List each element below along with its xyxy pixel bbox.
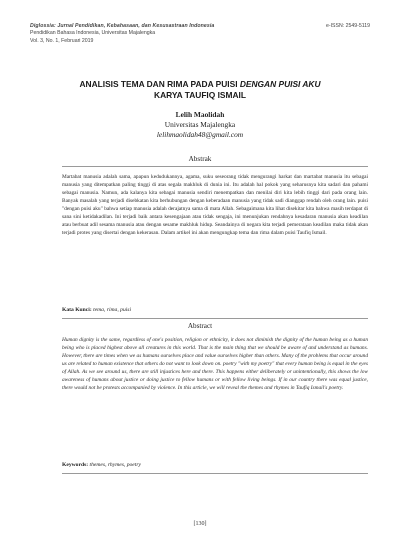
title-italic: DENGAN PUISI AKU [239,79,321,89]
keywords-label: Keywords [62,462,87,468]
article-title [50,79,350,101]
issn: e-ISSN: 2549-5119 [325,23,370,29]
keywords: Keywords: themes, rhymes, poetry [62,462,142,468]
abstract-text: Human dignity is the same, regardless of one's position, religion or ethnicity, it does not diminish the dignity of the human being as a human being who is placed highest above all creatures in this world. That is the main thing that we should be aware of and understand as humans. However, there are times when we as humans ourselves place and value ourselves higher than others. Many of the problems that occur around us are related to human existence that others do not want to look down on. poetry "with my poetry" that every human being is equal in the eyes of Allah. As we see around us, there are still injustices here and there. This happens either deliberately or unintentionally, this shows the low awareness of humans about justice or doing justice to fellow humans or with fellow living beings. If in our country there was equal justice, there would not be protests accompanied by violence. In this article, we will reveal the themes and rhymes in Taufiq Ismail's poetry. [62,337,368,392]
abstract-heading: Abstract [187,322,213,330]
running-header [30,23,370,45]
kata-kunci: Kata Kunci: tema, rima, puisi [62,307,132,313]
author-block [0,110,400,140]
title-line2: KARYA TAUFIQ ISMAIL [154,90,246,100]
abstrak-heading: Abstrak [188,155,212,163]
divider [62,318,368,319]
kata-kunci-label: Kata Kunci [62,307,90,313]
divider [62,166,368,167]
keywords-values: themes, rhymes, poetry [89,462,142,468]
kata-kunci-values: tema, rima, puisi [93,307,132,313]
title-main: ANALISIS TEMA DAN RIMA PADA PUISI [79,79,238,89]
author-name: Lelih Maolidah [175,110,225,119]
page-number: [130] [193,521,207,527]
author-email: lelihmaolidah48@gmail.com [156,130,244,139]
journal-name: Diglossia: Jurnal Pendidikan, Kebahasaan, dan Kesusastraan Indonesia [30,23,215,29]
divider [62,473,368,474]
program-name: Pendidikan Bahasa Indonesia, Universitas Majalengka [30,30,156,37]
volume-info: Vol. 3, No. 1, Februari 2019 [30,37,94,44]
abstrak-text: Martabat manusia adalah sama, apapun kedudukannya, agama, suku seseorang tidak mengurangi harkat dan martabat manusia itu sebagai manusia yang ditempatkan paling tinggi di atas segala makhluk di dunia ini. Itu adalah hal pokok yang seharusnya kita sadari dan pahami sebagai manusia. Namun, ada kalanya kita sebagai manusia sendiri menempatkan dan menilai diri kita lebih tinggi dari pada orang lain. Banyak masalah yang terjadi disebkatan kita berhubungan dengan keberadaan manusia yang tidak sadi dianggap rendah oleh orang lain. puisi "dengan puisi aku" bahwa setiap manusia adalah derajatnya sama di mata Allah. Sebagaimana kita lihat disekitar kita bahwa masih terdapat di sana sini ketidakadilan. Ini terjadi baik antara kesengajaan atau tidak sengaja, ini menunjukan rendahnya kesadaran manusia akan keadilan atau berbuat adil sesama manusia atau dengan sesame makhluk hidup. Seandainya di negara kita terjadi pemerataan keadilan maka tidak akan terjadi protes yang disertai dengan kekerasan. Dalam artikel ini akan mengungkap tema dan rima dalam puisi Taufiq Ismail. [62,174,368,237]
author-affiliation: Universitas Majalengka [164,120,236,129]
